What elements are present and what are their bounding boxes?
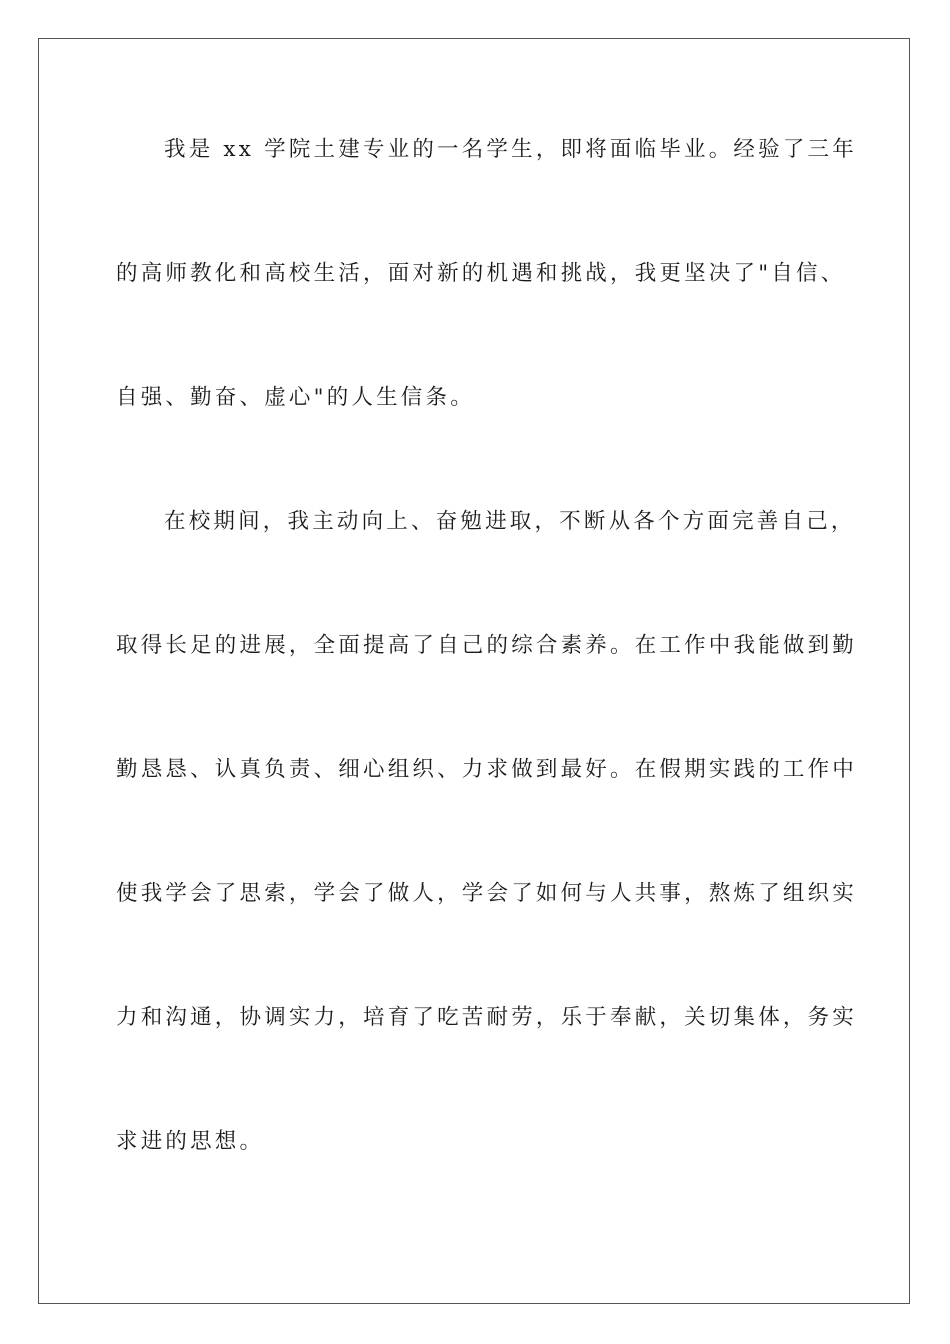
paragraph-2-line-4: 使我学会了思索，学会了做人，学会了如何与人共事，熬炼了组织实: [116, 881, 858, 906]
paragraph-2-line-1: 在校期间，我主动向上、奋勉进取，不断从各个方面完善自己，: [164, 509, 856, 534]
paragraph-2-line-5: 力和沟通，协调实力，培育了吃苦耐劳，乐于奉献，关切集体，务实: [116, 1005, 858, 1030]
paragraph-2-line-2: 取得长足的进展，全面提高了自己的综合素养。在工作中我能做到勤: [116, 633, 858, 658]
paragraph-2-line-3: 勤恳恳、认真负责、细心组织、力求做到最好。在假期实践的工作中: [116, 757, 858, 782]
paragraph-1-line-1: 我是 xx 学院土建专业的一名学生，即将面临毕业。经验了三年: [164, 137, 857, 162]
paragraph-1-line-3: 自强、勤奋、虚心"的人生信条。: [116, 385, 475, 410]
paragraph-1-line-2: 的高师教化和高校生活，面对新的机遇和挑战，我更坚决了"自信、: [116, 261, 846, 286]
paragraph-2-line-6: 求进的思想。: [116, 1129, 265, 1154]
